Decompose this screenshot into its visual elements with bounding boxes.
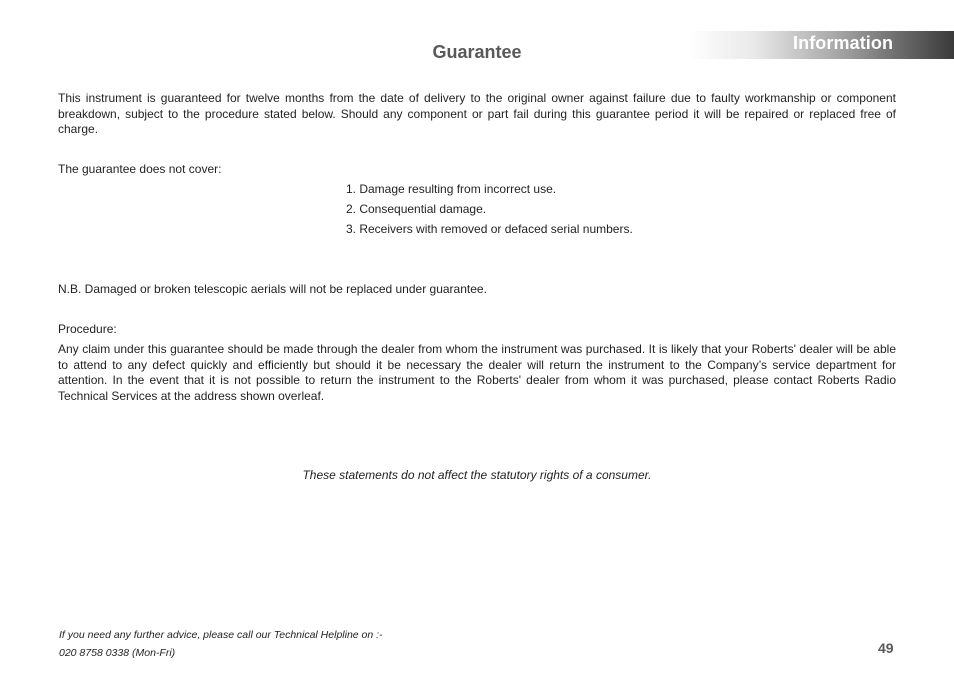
intro-paragraph: This instrument is guaranteed for twelve months from the date of delivery to the original owner against failure due to faulty workmanship or component breakdown, subject to the procedure stated below. Should any component or part fail during this guarantee period it will be repaired or replaced free of charge. [58, 91, 896, 137]
list-item: 1. Damage resulting from incorrect use. [346, 182, 557, 196]
procedure-label: Procedure: [58, 322, 117, 336]
section-tab-label: Information [793, 33, 894, 53]
page-number: 49 [878, 640, 894, 656]
list-item: 2. Consequential damage. [346, 202, 487, 216]
helpline-number: 020 8758 0338 (Mon-Fri) [59, 647, 176, 659]
nb-paragraph: N.B. Damaged or broken telescopic aerials will not be replaced under guarantee. [58, 282, 487, 296]
statutory-note: These statements do not affect the statutory rights of a consumer. [302, 468, 652, 482]
not-covered-list [346, 182, 633, 242]
not-covered-label: The guarantee does not cover: [58, 162, 222, 176]
helpline-text: If you need any further advice, please call our Technical Helpline on :- [59, 629, 383, 641]
procedure-paragraph: Any claim under this guarantee should be made through the dealer from whom the instrument was purchased. It is likely that your Roberts' dealer will be able to attend to any defect quickly and efficiently but should it be necessary the dealer will return the instrument to the Company’s service department for attention. In the event that it is not possible to return the instrument to the Roberts' dealer from whom it was purchased, please contact Roberts Radio Technical Services at the address shown overleaf. [58, 342, 896, 403]
page-title: Guarantee [432, 42, 522, 62]
list-item: 3. Receivers with removed or defaced serial numbers. [346, 222, 633, 236]
